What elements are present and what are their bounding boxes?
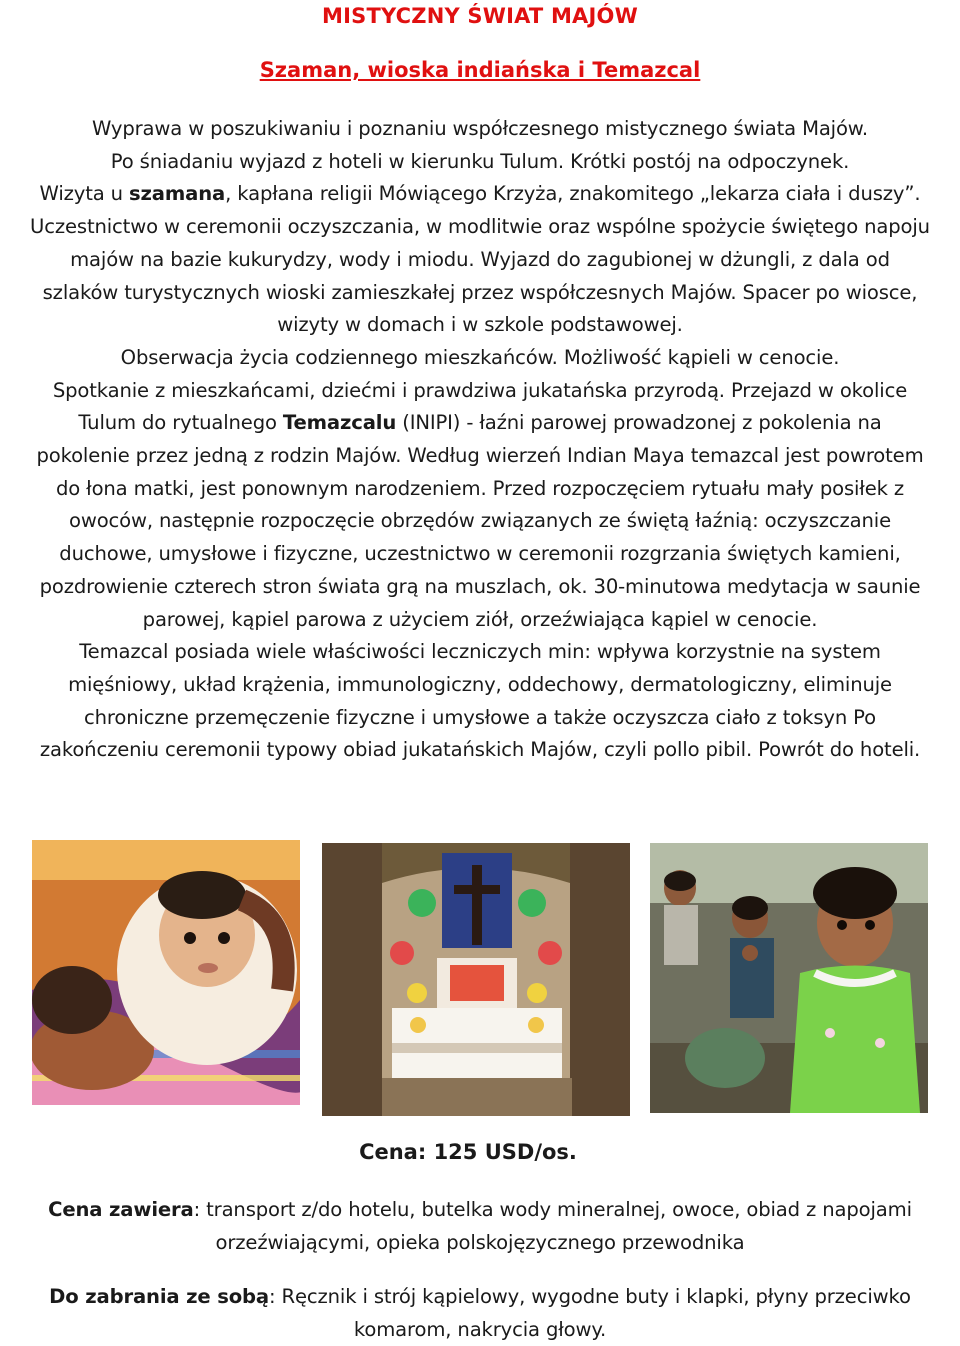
text-run: , kapłana religii Mówiącego Krzyża, znakomitego „lekarza ciała i duszy”. [225,182,921,206]
what-to-bring-line [0,1280,960,1313]
what-to-bring-line: komarom, nakrycia głowy. [353,1318,607,1341]
text-run: (INIPI) - łaźni parowej prowadzonej z pokolenia na [396,411,882,435]
text-run: Tulum do rytualnego [78,411,283,435]
description-line [0,407,960,440]
text-run: : Ręcznik i strój kąpielowy, wygodne buty i klapki, płyny przeciwko [268,1285,911,1308]
description-line: owoców, następnie rozpoczęcie obrzędów związanych ze świętą łaźnią: oczyszczanie [68,509,891,533]
price-includes-line: orzeźwiającymi, opieka polskojęzycznego przewodnika [215,1231,745,1254]
description-line: Spotkanie z mieszkańcami, dziećmi i prawdziwa jukatańska przyrodą. Przejazd w okolice [52,378,908,402]
description-line: Obserwacja życia codziennego mieszkańców. Możliwość kąpieli w cenocie. [120,345,840,369]
shaman-keyword: szamana [129,182,226,206]
description-line: Temazcal posiada wiele właściwości leczniczych min: wpływa korzystnie na system [79,640,881,664]
mother-and-baby-photo [32,840,300,1105]
description [0,113,960,767]
description-line: mięśniowy, układ krążenia, immunologiczny, oddechowy, dermatologiczny, eliminuje [68,672,892,696]
description-line: zakończeniu ceremonii typowy obiad jukatańskich Majów, czyli pollo pibil. Powrót do hoteli. [39,738,921,762]
price-includes-line [0,1193,960,1226]
page-title: MISTYCZNY ŚWIAT MAJÓW [322,4,638,28]
description-line: wizyty w domach i w szkole podstawowej. [277,313,683,337]
description-line: chroniczne przemęczenie fizyczne i umysłowe a także oczyszcza ciało z toksyn Po [84,705,876,729]
text-run: Wizyta u [39,182,130,206]
description-line: Wyprawa w poszukiwaniu i poznaniu współczesnego mistycznego świata Majów. [92,117,868,140]
temazcal-keyword: Temazcalu [282,411,397,435]
description-line: Uczestnictwo w ceremonii oczyszczania, w modlitwie oraz wspólne spożycie świętego napoju [30,215,930,239]
what-to-bring-label: Do zabrania ze sobą [49,1285,269,1308]
description-line: Po śniadaniu wyjazd z hoteli w kierunku Tulum. Krótki postój na odpoczynek. [110,149,850,173]
altar-photo [322,843,630,1116]
description-line: parowej, kąpiel parowa z użyciem ziół, orzeźwiająca kąpiel w cenocie. [142,607,818,631]
price-includes-label: Cena zawiera [48,1198,194,1221]
page-subtitle: Szaman, wioska indiańska i Temazcal [259,58,701,82]
price: Cena: 125 USD/os. [359,1140,577,1164]
description-line: do łona matki, jest ponownym narodzeniem. Przed rozpoczęciem rytuału mały posiłek z [55,476,905,500]
description-line: duchowe, umysłowe i fizyczne, uczestnictwo w ceremonii rozgrzania świętych kamieni, [59,542,901,566]
description-line: pokolenie przez jedną z rodzin Majów. Według wierzeń Indian Maya temazcal jest powrotem [36,444,924,468]
village-children-photo [650,843,928,1113]
what-to-bring [0,1280,960,1346]
description-line: szlaków turystycznych wioski zamieszkałej przez współczesnych Majów. Spacer po wiosce, [42,280,918,304]
description-line: majów na bazie kukurydzy, wody i miodu. Wyjazd do zagubionej w dżungli, z dala od [70,247,890,271]
text-run: : transport z/do hotelu, butelka wody mineralnej, owoce, obiad z napojami [193,1198,912,1221]
description-line [0,178,960,211]
price-includes [0,1193,960,1259]
description-line: pozdrowienie czterech stron świata grą na muszlach, ok. 30-minutowa medytacja w saunie [39,574,921,598]
